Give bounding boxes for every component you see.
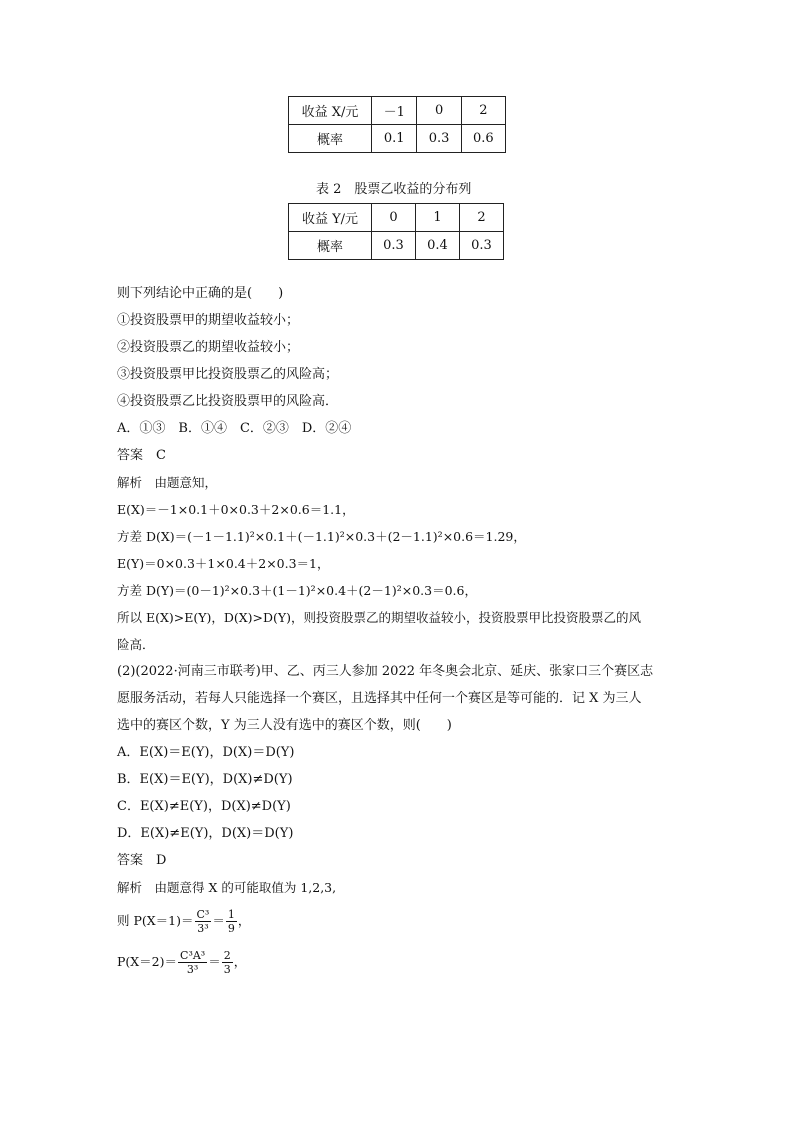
probability-x-2 — [117, 948, 246, 976]
fraction-denominator: 9 — [227, 922, 235, 935]
fraction-numerator: C³ — [196, 908, 210, 921]
choice-b: B．E(X)＝E(Y)，D(X)≠D(Y) — [117, 772, 293, 787]
table-row — [289, 232, 504, 260]
fraction-numerator: 1 — [227, 908, 235, 921]
probability-x-1 — [117, 907, 250, 935]
variance-y: 方差 D(Y)＝(0－1)²×0.3＋(1－1)²×0.4＋(2－1)²×0.3＝0.6， — [117, 583, 477, 598]
table-cell: 0 — [372, 204, 416, 232]
fraction — [222, 949, 233, 976]
statement-1: ①投资股票甲的期望收益较小； — [117, 313, 300, 328]
table-row — [289, 204, 504, 232]
answer-label: 答案 C — [117, 448, 166, 463]
distribution-table-y — [288, 203, 504, 260]
formula-text: ， — [237, 913, 251, 928]
statement-2: ②投资股票乙的期望收益较小； — [117, 340, 300, 355]
table-cell: 收益 X/元 — [289, 97, 372, 125]
table-cell: 2 — [461, 97, 505, 125]
statement-4: ④投资股票乙比投资股票甲的风险高． — [117, 394, 339, 409]
fraction — [195, 908, 212, 935]
table-cell: 2 — [460, 204, 504, 232]
table-cell: 0.4 — [416, 232, 460, 260]
conclusion-line-1: 所以 E(X)>E(Y)，D(X)>D(Y)，则投资股票乙的期望收益较小，投资股票甲比投资股票乙的风 — [117, 610, 642, 625]
question-2-line-1: (2)(2022·河南三市联考)甲、乙、丙三人参加 2022 年冬奥会北京、延庆、张家口三个赛区志 — [117, 664, 654, 679]
analysis-label: 解析 由题意得 X 的可能取值为 1,2,3, — [117, 880, 337, 895]
variance-x: 方差 D(X)＝(－1－1.1)²×0.1＋(－1.1)²×0.3＋(2－1.1)²×0.6＝1.29， — [117, 529, 526, 544]
table-cell: －1 — [372, 97, 417, 125]
formula-text: ， — [233, 954, 247, 969]
formula-text: 则 P(X＝1)＝ — [117, 913, 194, 928]
fraction-denominator: 3³ — [197, 922, 209, 935]
fraction-numerator: C³A³ — [180, 949, 206, 962]
formula-text: ＝ — [208, 954, 221, 969]
formula-text: P(X＝2)＝ — [117, 954, 178, 969]
answer-label: 答案 D — [117, 853, 167, 868]
table-cell: 收益 Y/元 — [289, 204, 372, 232]
choice-a: A．E(X)＝E(Y)，D(X)＝D(Y) — [117, 745, 295, 760]
fraction-denominator: 3³ — [186, 963, 199, 976]
table-row — [289, 97, 506, 125]
fraction-numerator: 2 — [223, 949, 231, 962]
question-2-line-3: 选中的赛区个数，Y 为三人没有选中的赛区个数，则( ) — [117, 718, 452, 733]
formula-text: ＝ — [212, 913, 225, 928]
conclusion-line-2: 险高． — [117, 637, 155, 652]
table-cell: 概率 — [289, 125, 372, 153]
statement-3: ③投资股票甲比投资股票乙的风险高； — [117, 367, 339, 382]
answer-choices: A．①③ B．①④ C．②③ D．②④ — [117, 421, 352, 436]
table-row — [289, 125, 506, 153]
question-stem: 则下列结论中正确的是( ) — [117, 286, 284, 301]
table-cell: 0.3 — [372, 232, 416, 260]
table-cell: 0 — [417, 97, 461, 125]
fraction — [226, 908, 237, 935]
choice-c: C．E(X)≠E(Y)，D(X)≠D(Y) — [117, 799, 291, 814]
table-cell: 0.3 — [417, 125, 461, 153]
question-2-line-2: 愿服务活动，若每人只能选择一个赛区，且选择其中任何一个赛区是等可能的．记 X 为三人 — [117, 691, 642, 706]
analysis-label: 解析 由题意知， — [117, 475, 218, 490]
table-cell: 1 — [416, 204, 460, 232]
table-caption: 表 2 股票乙收益的分布列 — [316, 182, 472, 197]
table-cell: 0.1 — [372, 125, 417, 153]
expectation-y: E(Y)＝0×0.3＋1×0.4＋2×0.3＝1， — [117, 556, 330, 571]
choice-d: D．E(X)≠E(Y)，D(X)＝D(Y) — [117, 826, 294, 841]
fraction-denominator: 3 — [223, 963, 231, 976]
fraction — [178, 949, 207, 976]
table-cell: 0.6 — [461, 125, 505, 153]
table-cell: 0.3 — [460, 232, 504, 260]
table-cell: 概率 — [289, 232, 372, 260]
expectation-x: E(X)＝－1×0.1＋0×0.3＋2×0.6＝1.1， — [117, 502, 355, 517]
distribution-table-x — [288, 96, 506, 153]
